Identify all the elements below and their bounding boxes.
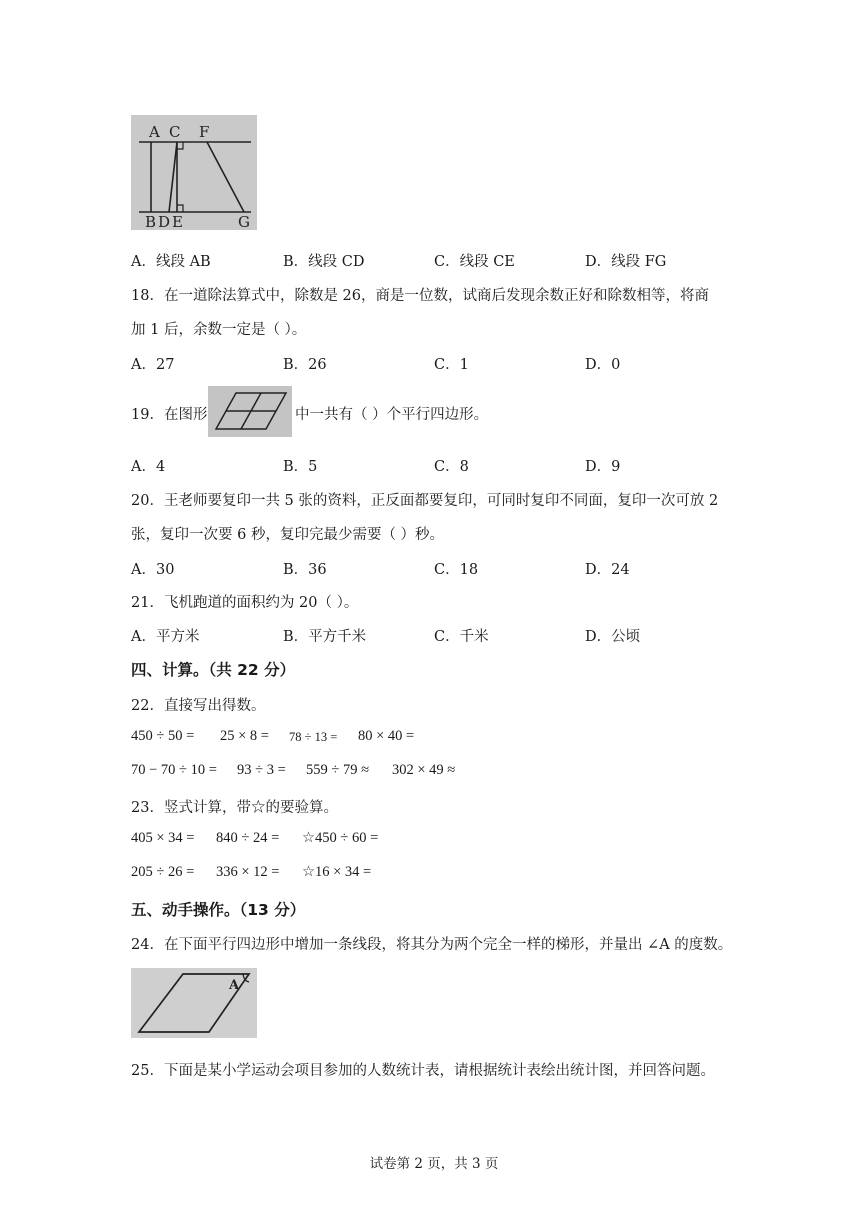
q21-option-b: B．平方千米	[283, 629, 367, 645]
q18-option-a: A．27	[131, 357, 175, 373]
q22-item-2: 25 × 8 =	[220, 728, 269, 744]
q17-option-a: A．线段 AB	[131, 254, 211, 270]
q20-line1: 20．王老师要复印一共 5 张的资料，正反面都要复印，可同时复印不同面，复印一次可放 2	[131, 493, 719, 509]
fig17-label-d: D	[158, 213, 171, 230]
section-4-title: 四、计算。（共 22 分）	[131, 661, 296, 679]
section-5-title: 五、动手操作。（13 分）	[131, 901, 306, 919]
q17-figure	[131, 115, 257, 230]
q18-option-d: D．0	[585, 357, 621, 373]
q21-line1: 21．飞机跑道的面积约为 20（ ）。	[131, 595, 359, 611]
fig17-label-c: C	[169, 123, 181, 141]
fig17-label-a: A	[149, 123, 160, 141]
q22-item-4: 80 × 40 =	[358, 728, 415, 744]
q24-angle-label: A	[229, 978, 240, 993]
q19-text-before: 19．在图形	[131, 407, 208, 423]
q23-item-1: 405 × 34 =	[131, 830, 195, 846]
q19-parallelogram-figure	[208, 386, 292, 437]
q25-text: 25．下面是某小学运动会项目参加的人数统计表，请根据统计表绘出统计图，并回答问题。	[131, 1063, 715, 1079]
fig17-label-e: E	[172, 213, 183, 230]
q20-option-a: A．30	[131, 562, 175, 578]
fig17-label-g: G	[238, 213, 250, 230]
q22-item-8: 302 × 49 ≈	[392, 762, 456, 778]
q21-option-c: C．千米	[434, 629, 489, 645]
q17-option-b: B．线段 CD	[283, 254, 365, 270]
q17-option-d: D．线段 FG	[585, 254, 667, 270]
q23-item-3: ☆450 ÷ 60 =	[302, 830, 379, 846]
page-footer: 试卷第 2 页，共 3 页	[369, 1156, 499, 1172]
q24-parallelogram-figure	[131, 968, 257, 1038]
q18-option-b: B．26	[283, 357, 327, 373]
q18-line2: 加 1 后，余数一定是（ ）。	[131, 322, 307, 338]
q20-option-d: D．24	[585, 562, 630, 578]
q18-option-c: C．1	[434, 357, 469, 373]
fig17-label-b: B	[145, 213, 157, 230]
q24-figure-drawing	[131, 968, 257, 1038]
q19-text-after: 中一共有（ ）个平行四边形。	[295, 407, 489, 423]
q21-option-a: A．平方米	[131, 629, 200, 645]
q19-figure-drawing	[208, 386, 292, 437]
q22-item-6: 93 ÷ 3 =	[237, 762, 286, 778]
q18-line1: 18．在一道除法算式中，除数是 26，商是一位数，试商后发现余数正好和除数相等，将商	[131, 288, 710, 304]
q22-item-1: 450 ÷ 50 =	[131, 728, 195, 744]
q23-item-5: 336 × 12 =	[216, 864, 280, 880]
q23-item-4: 205 ÷ 26 =	[131, 864, 195, 880]
q20-option-b: B．36	[283, 562, 327, 578]
q23-title: 23．竖式计算，带☆的要验算。	[131, 800, 338, 816]
q19-option-d: D．9	[585, 459, 621, 475]
q20-line2: 张，复印一次要 6 秒，复印完最少需要（ ）秒。	[131, 527, 445, 543]
q22-title: 22．直接写出得数。	[131, 698, 266, 714]
q23-item-2: 840 ÷ 24 =	[216, 830, 280, 846]
q19-option-a: A．4	[131, 459, 166, 475]
q19-option-c: C．8	[434, 459, 469, 475]
fig17-label-f: F	[199, 123, 210, 141]
q19-option-b: B．5	[283, 459, 318, 475]
q24-text: 24．在下面平行四边形中增加一条线段，将其分为两个完全一样的梯形，并量出 ∠A 的度数。	[131, 937, 733, 953]
q21-option-d: D．公顷	[585, 629, 641, 645]
q22-item-7: 559 ÷ 79 ≈	[306, 762, 370, 778]
q17-figure-drawing	[131, 115, 257, 230]
q20-option-c: C．18	[434, 562, 479, 578]
q23-item-6: ☆16 × 34 =	[302, 864, 372, 880]
q22-item-5: 70 − 70 ÷ 10 =	[131, 762, 217, 778]
q22-item-3: 78 ÷ 13 =	[289, 730, 338, 744]
q17-option-c: C．线段 CE	[434, 254, 515, 270]
